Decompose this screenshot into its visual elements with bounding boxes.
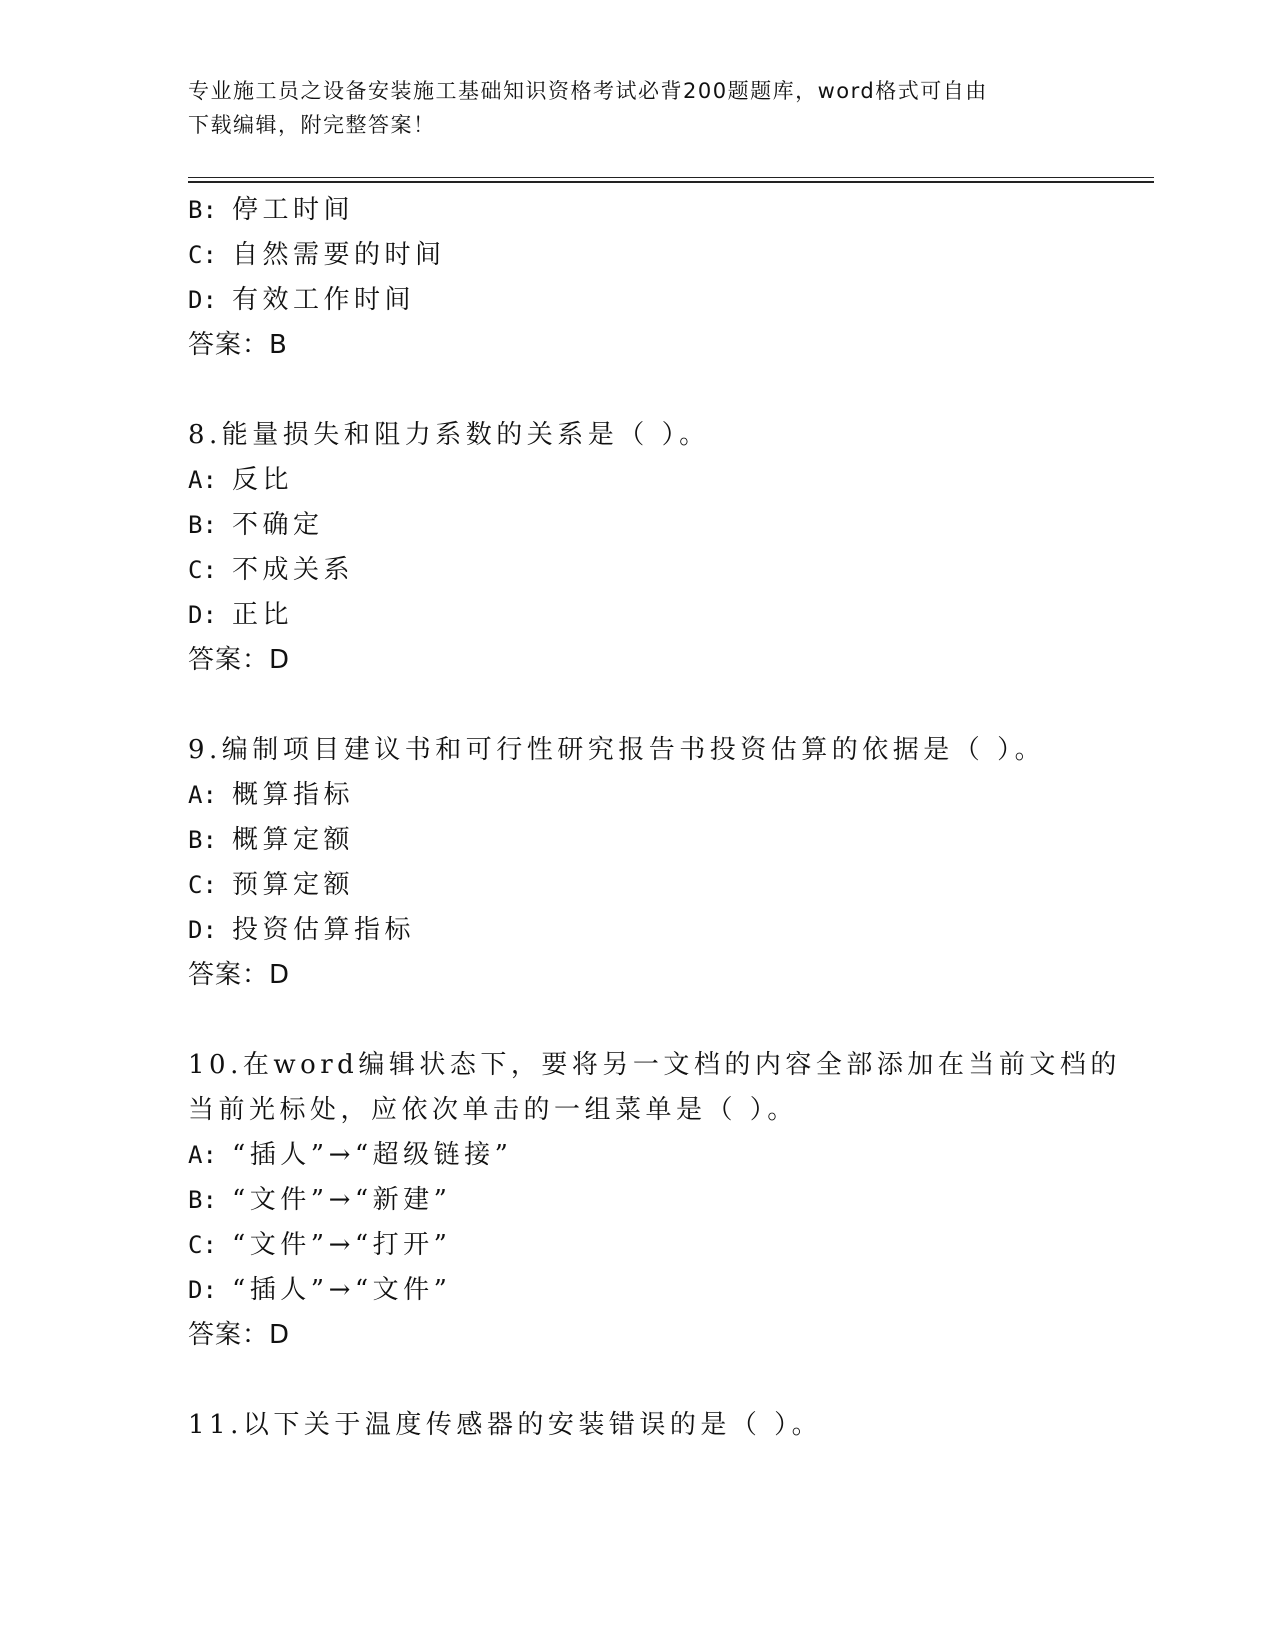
document-header <box>188 74 1068 142</box>
q10-question-line-1: 10.在word编辑状态下，要将另一文档的内容全部添加在当前文档的 <box>188 1050 1121 1080</box>
option-label: A: <box>188 1141 217 1169</box>
option-label: D: <box>188 916 217 944</box>
q10-option-b <box>188 1185 451 1215</box>
option-label: C: <box>188 1231 217 1259</box>
option-label: C: <box>188 241 217 269</box>
q10-option-c <box>188 1230 451 1260</box>
option-text: 概算指标 <box>232 780 355 810</box>
option-text: 不确定 <box>232 510 324 540</box>
q8-answer: 答案：D <box>188 645 291 675</box>
q7-option-b <box>188 195 354 225</box>
option-label: B: <box>188 511 217 539</box>
option-label: B: <box>188 196 217 224</box>
option-label: A: <box>188 781 217 809</box>
q8-option-b <box>188 510 324 540</box>
q8-option-d <box>188 600 293 630</box>
header-divider-thin <box>188 177 1154 178</box>
option-label: D: <box>188 286 217 314</box>
option-text: 投资估算指标 <box>232 915 416 945</box>
option-label: A: <box>188 466 217 494</box>
header-line-2: 下载编辑，附完整答案！ <box>188 113 436 137</box>
q8-option-a <box>188 465 293 495</box>
option-text: 停工时间 <box>232 195 355 225</box>
q9-answer: 答案：D <box>188 960 291 990</box>
q10-option-d <box>188 1275 451 1305</box>
option-label: C: <box>188 871 217 899</box>
q8-option-c <box>188 555 354 585</box>
header-line-1: 专业施工员之设备安装施工基础知识资格考试必背200题题库，word格式可自由 <box>188 79 988 103</box>
q8-question: 8.能量损失和阻力系数的关系是（ ）。 <box>188 420 710 450</box>
option-label: B: <box>188 1186 217 1214</box>
option-text: 不成关系 <box>232 555 355 585</box>
q9-option-b <box>188 825 354 855</box>
option-text: 自然需要的时间 <box>232 240 446 270</box>
q9-option-d <box>188 915 415 945</box>
q7-option-c <box>188 240 446 270</box>
option-text: “插人”→“超级链接” <box>232 1140 513 1170</box>
option-text: “文件”→“打开” <box>232 1230 452 1260</box>
q10-answer: 答案：D <box>188 1320 291 1350</box>
q9-option-c <box>188 870 354 900</box>
option-text: “插人”→“文件” <box>232 1275 452 1305</box>
header-divider-thick <box>188 181 1154 183</box>
option-text: 反比 <box>232 465 294 495</box>
option-text: 预算定额 <box>232 870 355 900</box>
option-text: 有效工作时间 <box>232 285 416 315</box>
q10-question-line-2: 当前光标处，应依次单击的一组菜单是（ ）。 <box>188 1095 798 1125</box>
q10-option-a <box>188 1140 512 1170</box>
q7-option-d <box>188 285 415 315</box>
option-text: “文件”→“新建” <box>232 1185 452 1215</box>
option-label: C: <box>188 556 217 584</box>
q9-question: 9.编制项目建议书和可行性研究报告书投资估算的依据是（ ）。 <box>188 735 1046 765</box>
option-text: 正比 <box>232 600 294 630</box>
q11-question: 11.以下关于温度传感器的安装错误的是（ ）。 <box>188 1410 823 1440</box>
option-text: 概算定额 <box>232 825 355 855</box>
option-label: D: <box>188 601 217 629</box>
q7-answer: 答案：B <box>188 330 288 360</box>
option-label: D: <box>188 1276 217 1304</box>
option-label: B: <box>188 826 217 854</box>
q9-option-a <box>188 780 354 810</box>
